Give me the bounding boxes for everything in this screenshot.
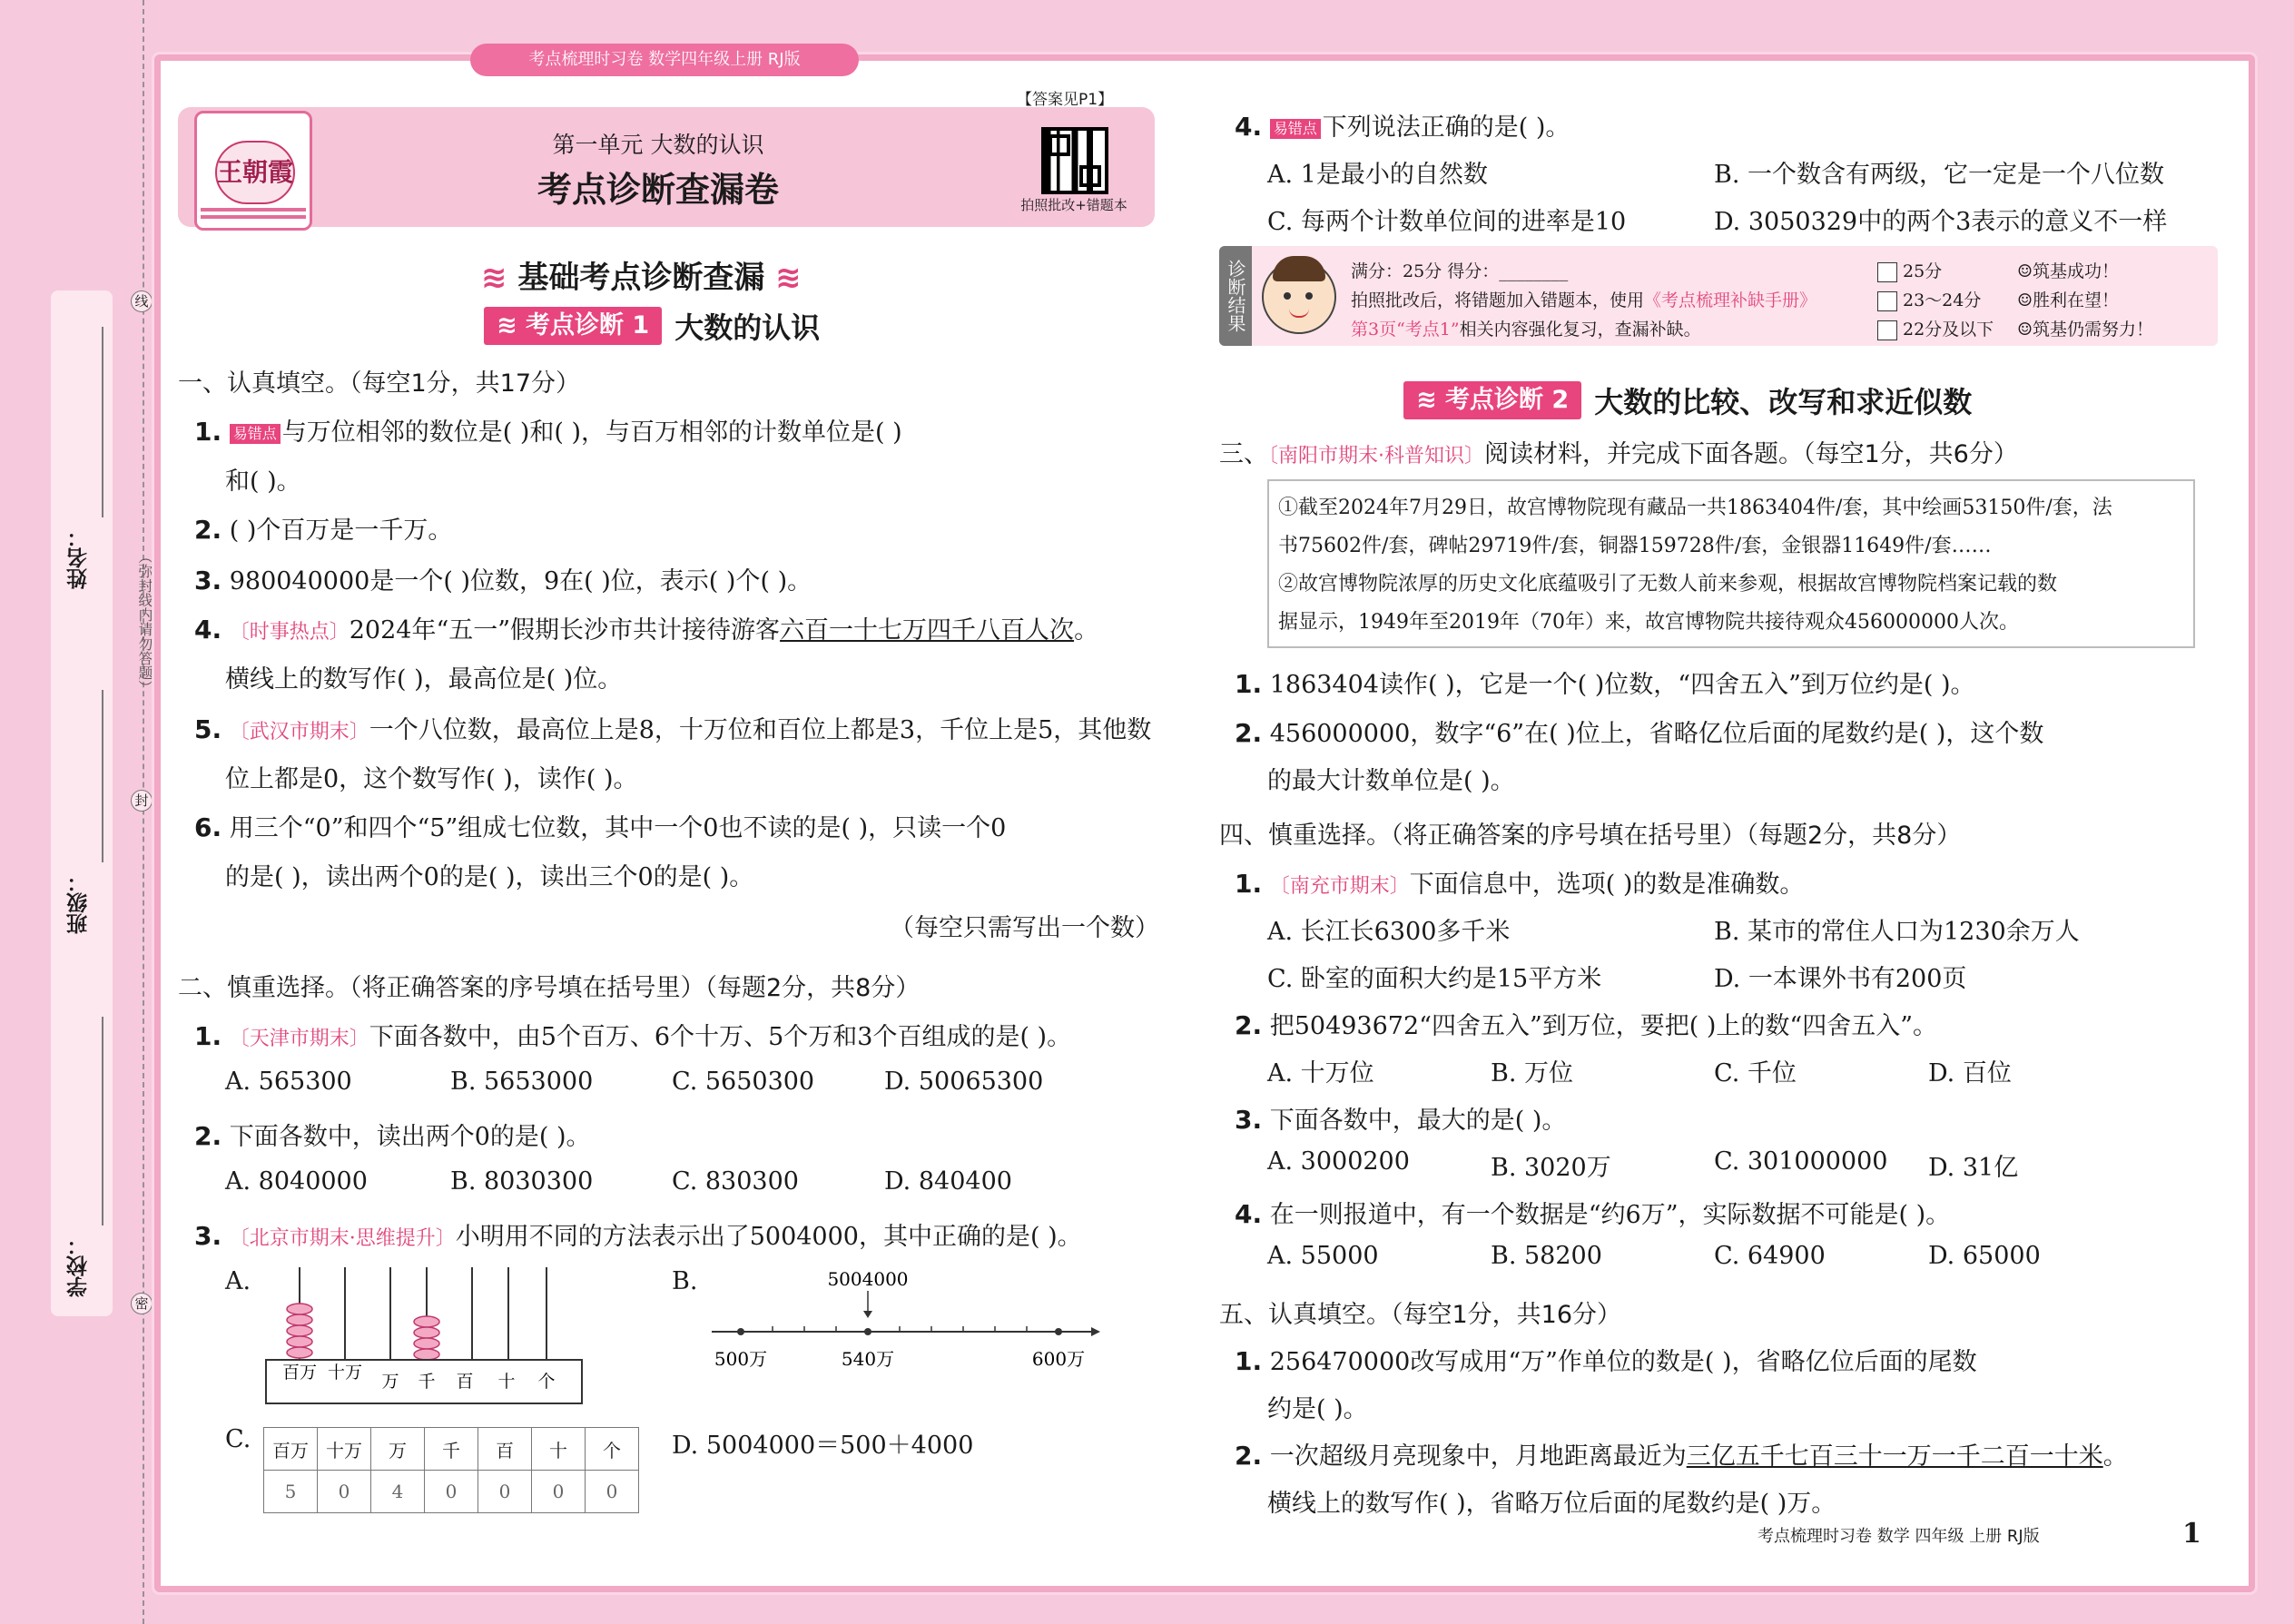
fold-mark-xian: 线	[131, 290, 153, 312]
right-q4-opt-a: A. 1是最小的自然数	[1267, 161, 1488, 189]
p2-q1-opt-b: B. 5653000	[450, 1068, 594, 1096]
diagnosis-side-label: 诊断结果	[1219, 246, 1252, 346]
check-23-24[interactable]: 23～24分	[1877, 287, 1981, 311]
material-line-1: ①截至2024年7月29日，故宫博物院现有藏品一共1863404件/套，其中绘画53150件/套，法	[1278, 497, 2112, 519]
p5-q1-l2: 约是( )。	[1267, 1395, 1368, 1423]
abacus-col-0: 百万	[281, 1363, 318, 1383]
p4-q1-opt-d: D. 一本课外书有200页	[1714, 965, 1967, 993]
abacus-col-2: 万	[381, 1372, 399, 1392]
diagnosis-score: 满分：25分 得分：________	[1351, 261, 1569, 281]
pv-digit-2: 4	[371, 1471, 425, 1513]
pv-digit-6: 0	[586, 1471, 639, 1513]
p4-q2: 2. 把50493672“四舍五入”到万位，要把( )上的数“四舍五入”。	[1235, 1010, 1938, 1040]
pv-digit-5: 0	[532, 1471, 586, 1513]
p4-q3-opt-a: A. 3000200	[1267, 1147, 1410, 1176]
p4-q4-opt-a: A. 55000	[1267, 1242, 1379, 1270]
material-line-4: 据显示，1949年至2019年（70年）来，故宫博物院共接待观众456000000人次。	[1278, 611, 2019, 634]
p2-q1: 1. 〔天津市期末〕下面各数中，由5个百万、6个十万、5个万和3个百组成的是( )。	[194, 1021, 1072, 1051]
pv-header-6: 个	[586, 1428, 639, 1471]
brand-logo	[194, 111, 312, 231]
pv-header-5: 十	[532, 1428, 586, 1471]
pv-header-2: 万	[371, 1428, 425, 1471]
part3-heading: 三、〔南阳市期末·科普知识〕阅读材料，并完成下面各题。（每空1分，共6分）	[1219, 440, 2018, 468]
msg-almost: ☺胜利在望！	[2017, 290, 2120, 310]
p2-q3: 3. 〔北京市期末·思维提升〕小明用不同的方法表示出了5004000，其中正确的是( )。	[194, 1221, 1082, 1251]
fold-mark-mi: 密	[131, 1293, 153, 1314]
p4-q2-opt-b: B. 万位	[1491, 1059, 1574, 1088]
part5-heading: 五、认真填空。（每空1分，共16分）	[1219, 1301, 1622, 1329]
diagnosis-line2: 拍照批改后，将错题加入错题本，使用《考点梳理补缺手册》	[1351, 290, 1817, 310]
smile-icon: ☺	[2017, 261, 2033, 281]
fold-mark-feng: 封	[131, 790, 153, 812]
name-label: 姓名：	[67, 527, 91, 589]
p2-q2-opt-c: C. 830300	[672, 1167, 799, 1196]
p1-q3: 3. 980040000是一个( )位数，9在( )位，表示( )个( )。	[194, 566, 812, 595]
diagnosis-line3: 第3页“考点1”相关内容强化复习，查漏补缺。	[1351, 320, 1701, 340]
p1-q2: 2. ( )个百万是一千万。	[194, 515, 453, 545]
p2-q3-opt-c-label: C.	[225, 1425, 251, 1453]
p3-q1: 1. 1863404读作( )，它是一个( )位数，“四舍五入”到万位约是( )。	[1235, 669, 1975, 699]
abacus-figure	[263, 1265, 590, 1405]
p4-q4-opt-c: C. 64900	[1714, 1242, 1826, 1270]
tick-540w: 540万	[841, 1348, 895, 1370]
page-number: 1	[2182, 1518, 2201, 1550]
school-line	[102, 1017, 103, 1225]
top-banner: 考点梳理时习卷 数学四年级上册 RJ版	[470, 44, 859, 76]
p2-q2: 2. 下面各数中，读出两个0的是( )。	[194, 1121, 591, 1151]
smile-icon: ☺	[2017, 290, 2033, 310]
number-line-figure	[701, 1264, 1100, 1373]
p1-q6-note: （每空只需写出一个数）	[890, 914, 1159, 942]
abacus-col-3: 千	[418, 1372, 436, 1392]
part4-heading: 四、慎重选择。（将正确答案的序号填在括号里）（每题2分，共8分）	[1219, 822, 1962, 850]
p4-q1: 1. 〔南充市期末〕下面信息中，选项( )的数是准确数。	[1235, 869, 1805, 899]
check-22-below[interactable]: 22分及以下	[1877, 316, 1994, 340]
material-line-2: 书75602件/套，碑帖29719件/套，铜器159728件/套，金银器11649件/套……	[1278, 535, 1992, 557]
pv-digit-3: 0	[425, 1471, 478, 1513]
pv-digit-0: 5	[264, 1471, 318, 1513]
p1-q6: 6. 用三个“0”和四个“5”组成七位数，其中一个0也不读的是( )，只读一个0	[194, 812, 1007, 842]
p2-q1-opt-d: D. 50065300	[884, 1068, 1044, 1096]
right-q4: 4. 易错点 下列说法正确的是( )。	[1235, 112, 1570, 142]
student-avatar	[1262, 260, 1336, 334]
right-q4-opt-c: C. 每两个计数单位间的进率是10	[1267, 208, 1627, 236]
p2-q2-opt-b: B. 8030300	[450, 1167, 594, 1196]
diag1-title: 大数的认识	[674, 310, 821, 345]
qr-code[interactable]	[1041, 127, 1108, 194]
part1-heading: 一、认真填空。（每空1分，共17分）	[178, 369, 581, 398]
p5-q1: 1. 256470000改写成用“万”作单位的数是( )，省略亿位后面的尾数	[1235, 1346, 1977, 1376]
p4-q2-opt-a: A. 十万位	[1267, 1059, 1374, 1088]
abacus-col-4: 百	[456, 1372, 474, 1392]
diag2-heading	[1403, 379, 1972, 421]
pv-digit-4: 0	[478, 1471, 532, 1513]
right-q4-opt-b: B. 一个数含有两级，它一定是一个八位数	[1714, 161, 2165, 189]
logo-text: 王朝霞	[215, 141, 295, 204]
p1-q4-l2: 横线上的数写作( )，最高位是( )位。	[225, 665, 623, 694]
p4-q1-opt-a: A. 长江长6300多千米	[1267, 918, 1511, 946]
p4-q3-opt-c: C. 301000000	[1714, 1147, 1888, 1176]
pv-header-0: 百万	[264, 1428, 318, 1471]
fold-line	[143, 0, 144, 1624]
diag1-badge: ≋ 考点诊断 1	[484, 307, 662, 345]
right-q4-opt-d: D. 3050329中的两个3表示的意义不一样	[1714, 208, 2168, 236]
p1-q1-l2: 和( )。	[225, 468, 301, 496]
pv-header-1: 十万	[318, 1428, 371, 1471]
check-25[interactable]: 25分	[1877, 258, 1942, 282]
p5-q2-l2: 横线上的数写作( )，省略万位后面的尾数约是( )万。	[1267, 1490, 1836, 1518]
msg-keep-trying: ☺筑基仍需努力！	[2017, 320, 2154, 340]
abacus-col-1: 十万	[327, 1363, 363, 1383]
p4-q2-opt-d: D. 百位	[1928, 1059, 2012, 1088]
p2-q3-opt-a-label: A.	[225, 1267, 251, 1295]
part2-heading: 二、慎重选择。（将正确答案的序号填在括号里）（每题2分，共8分）	[178, 974, 921, 1002]
p1-q5: 5. 〔武汉市期末〕一个八位数，最高位上是8，十万位和百位上都是3，千位上是5，其他数	[194, 714, 1152, 744]
p4-q4-opt-b: B. 58200	[1491, 1242, 1602, 1270]
number-line-top: 5004000	[827, 1268, 909, 1290]
p4-q3: 3. 下面各数中，最大的是( )。	[1235, 1105, 1567, 1135]
p1-q6-l2: 的是( )，读出两个0的是( )，读出三个0的是( )。	[225, 863, 754, 891]
diag2-badge: ≋ 考点诊断 2	[1403, 381, 1581, 419]
main-section-title: ≋ 基础考点诊断查漏 ≋	[481, 260, 802, 296]
p2-q1-opt-c: C. 5650300	[672, 1068, 815, 1096]
tick-600w: 600万	[1031, 1348, 1086, 1370]
school-label: 学校：	[67, 1235, 91, 1297]
pv-digit-1: 0	[318, 1471, 371, 1513]
page-footer: 考点梳理时习卷 数学 四年级 上册 RJ版	[1757, 1527, 2040, 1546]
p4-q4: 4. 在一则报道中，有一个数据是“约6万”，实际数据不可能是( )。	[1235, 1199, 1951, 1229]
p5-q2: 2. 一次超级月亮现象中，月地距离最近为三亿五千七百三十一万一千二百一十米。	[1235, 1441, 2128, 1471]
diag2-title: 大数的比较、改写和求近似数	[1594, 385, 1973, 419]
p2-q3-opt-b-label: B.	[672, 1267, 698, 1295]
abacus-col-6: 个	[537, 1372, 556, 1392]
unit-subtitle: 第一单元 大数的认识	[552, 132, 764, 158]
answer-reference: 【答案见P1】	[1017, 91, 1114, 109]
diag1-heading	[484, 305, 820, 347]
name-line	[102, 327, 103, 517]
p1-q1: 1. 易错点 与万位相邻的数位是( )和( )，与百万相邻的计数单位是( )	[194, 417, 902, 447]
p4-q1-opt-c: C. 卧室的面积大约是15平方米	[1267, 965, 1602, 993]
p2-q3-opt-d: D. 5004000＝500＋4000	[672, 1432, 974, 1460]
tick-500w: 500万	[714, 1348, 768, 1370]
fold-note: （弥封线内请勿答题）	[136, 549, 153, 694]
p4-q1-opt-b: B. 某市的常住人口为1230余万人	[1714, 918, 2080, 946]
abacus-col-5: 十	[497, 1372, 516, 1392]
p2-q1-opt-a: A. 565300	[225, 1068, 352, 1096]
material-line-3: ②故宫博物院浓厚的历史文化底蕴吸引了无数人前来参观，根据故宫博物院档案记载的数	[1278, 573, 2058, 595]
pv-header-4: 百	[478, 1428, 532, 1471]
smile-icon: ☺	[2017, 320, 2033, 340]
pv-header-3: 千	[425, 1428, 478, 1471]
class-label: 班级：	[67, 871, 91, 934]
p4-q3-opt-d: D. 31亿	[1928, 1154, 2019, 1182]
qr-caption: 拍照批改+错题本	[1020, 197, 1127, 213]
p4-q4-opt-d: D. 65000	[1928, 1242, 2041, 1270]
p2-q2-opt-d: D. 840400	[884, 1167, 1012, 1196]
p3-q2-l2: 的最大计数单位是( )。	[1267, 767, 1515, 795]
p4-q2-opt-c: C. 千位	[1714, 1059, 1797, 1088]
p3-q2: 2. 456000000，数字“6”在( )位上，省略亿位后面的尾数约是( )，这个数	[1235, 718, 2044, 748]
p4-q3-opt-b: B. 3020万	[1491, 1154, 1611, 1182]
p2-q2-opt-a: A. 8040000	[225, 1167, 368, 1196]
place-value-table	[263, 1427, 639, 1513]
msg-success: ☺筑基成功！	[2017, 261, 2120, 281]
class-line	[102, 690, 103, 862]
page-title: 考点诊断查漏卷	[537, 170, 779, 210]
p1-q4: 4. 〔时事热点〕2024年“五一”假期长沙市共计接待游客六百一十七万四千八百人次。	[194, 615, 1099, 645]
p1-q5-l2: 位上都是0，这个数写作( )，读作( )。	[225, 765, 638, 793]
